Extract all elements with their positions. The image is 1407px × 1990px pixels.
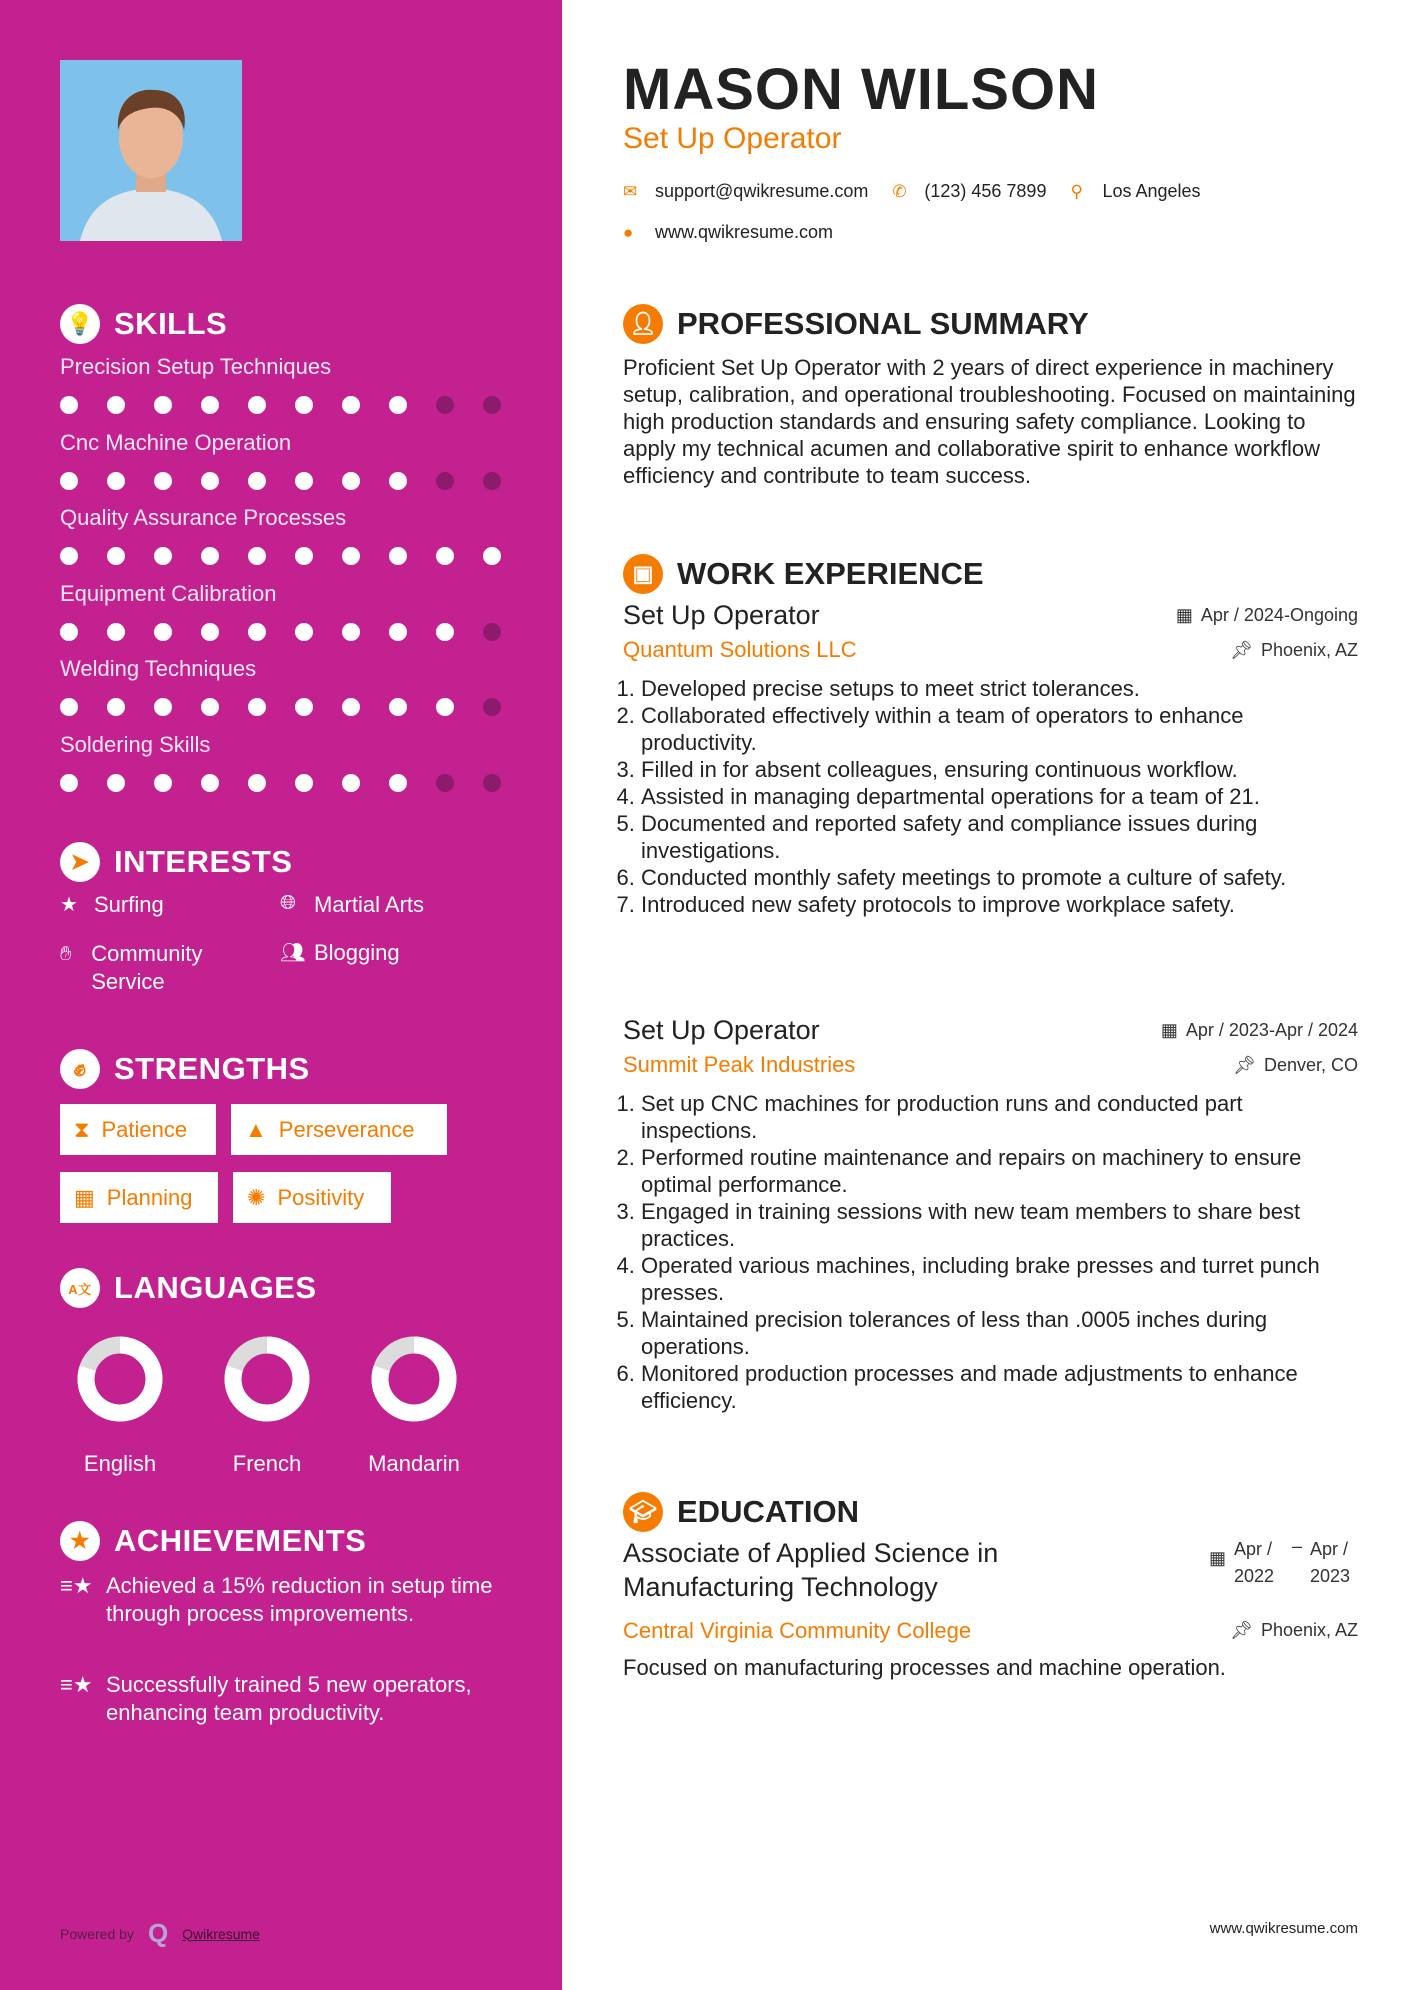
- sun-icon: ✺: [247, 1184, 266, 1210]
- job-position: Set Up Operator: [623, 600, 820, 630]
- pushpin-icon: 📌︎: [1233, 1054, 1256, 1075]
- rating-dot-filled: [436, 547, 454, 565]
- job-bullet: 5. Documented and reported safety and compliance issues during investigations.: [641, 810, 1358, 864]
- rating-dot-filled: [201, 396, 219, 414]
- job-bullet: 4. Assisted in managing departmental operations for a team of 21.: [641, 783, 1358, 810]
- strengths-heading: ✊︎ STRENGTHS: [60, 1049, 310, 1089]
- star-icon: ≡★: [60, 1573, 93, 1598]
- skill-item: [60, 505, 501, 581]
- skill-item: [60, 732, 501, 808]
- strength-perseverance: ▲ Perseverance: [231, 1104, 447, 1155]
- job-bullet: 3. Engaged in training sessions with new team members to share best practices.: [641, 1198, 1358, 1252]
- calendar-icon: ▦: [1175, 605, 1193, 625]
- fist-icon: ✊︎: [60, 1049, 100, 1089]
- rating-dot-filled: [60, 774, 78, 792]
- star-icon: ★: [60, 894, 78, 916]
- experience-heading: ▣ WORK EXPERIENCE: [623, 554, 1358, 594]
- star-icon: ≡★: [60, 1672, 93, 1697]
- rating-dot-filled: [389, 396, 407, 414]
- rating-dot-empty: [483, 623, 501, 641]
- rating-dot-filled: [342, 774, 360, 792]
- rating-dot-filled: [201, 472, 219, 490]
- rating-dot-filled: [248, 396, 266, 414]
- rating-dot-filled: [60, 623, 78, 641]
- sidebar: [0, 0, 562, 1990]
- skill-name: Quality Assurance Processes: [60, 505, 347, 530]
- rating-dot-filled: [107, 547, 125, 565]
- rating-dot-filled: [154, 698, 172, 716]
- rating-dot-filled: [201, 547, 219, 565]
- profile-photo: [60, 60, 242, 241]
- skill-rating: [60, 698, 501, 716]
- language-donut: [60, 1334, 180, 1424]
- rating-dot-filled: [60, 698, 78, 716]
- strength-patience: ⧗ Patience: [60, 1104, 216, 1155]
- rating-dot-filled: [295, 774, 313, 792]
- calendar-icon: ▦: [1160, 1020, 1178, 1040]
- job-bullet: 2. Performed routine maintenance and repairs on machinery to ensure optimal performance.: [641, 1144, 1358, 1198]
- translate-icon: A文: [60, 1268, 100, 1308]
- user-icon: 👤︎: [623, 304, 663, 344]
- rating-dot-filled: [107, 396, 125, 414]
- job-location: 📌︎ Phoenix, AZ: [1230, 639, 1358, 660]
- job-bullet: 7. Introduced new safety protocols to improve workplace safety.: [641, 891, 1358, 918]
- rating-dot-empty: [483, 396, 501, 414]
- skill-item: [60, 656, 501, 732]
- pushpin-icon: 📌︎: [1230, 1620, 1253, 1640]
- strength-positivity: ✺ Positivity: [233, 1172, 391, 1223]
- skill-name: Equipment Calibration: [60, 580, 277, 606]
- skill-item: [60, 430, 501, 506]
- phone: (123) 456 7899: [924, 181, 1047, 201]
- achievement-item: ≡★ Achieved a 15% reduction in setup time through process improvements.: [60, 1573, 493, 1626]
- rating-dot-filled: [154, 547, 172, 565]
- rating-dot-empty: [436, 472, 454, 490]
- rating-dot-filled: [60, 472, 78, 490]
- rating-dot-filled: [154, 623, 172, 641]
- company-name: Summit Peak Industries: [623, 1052, 856, 1077]
- rating-dot-filled: [342, 547, 360, 565]
- globe-icon: 🌐︎: [280, 892, 296, 914]
- job-bullet: 6. Conducted monthly safety meetings to promote a culture of safety.: [641, 864, 1358, 891]
- rating-dot-filled: [295, 547, 313, 565]
- interests-heading: ➤ INTERESTS: [60, 842, 292, 882]
- phone-icon: ✆: [892, 181, 907, 201]
- interest-surfing: ★ Surfing: [60, 892, 164, 917]
- envelope-icon: ✉: [623, 181, 638, 201]
- job-bullet: 1. Developed precise setups to meet strict tolerances.: [641, 675, 1358, 702]
- skill-name: Precision Setup Techniques: [60, 354, 332, 379]
- rating-dot-filled: [436, 698, 454, 716]
- rating-dot-filled: [295, 396, 313, 414]
- strength-planning: ▦ Planning: [60, 1172, 218, 1223]
- degree: Associate of Applied Science in Manufacturing Technology: [623, 1538, 999, 1602]
- pushpin-icon: 📌︎: [1230, 639, 1253, 660]
- rating-dot-filled: [60, 547, 78, 565]
- job-dates: ▦ Apr / 2024-Ongoing: [1175, 605, 1358, 625]
- rating-dot-filled: [154, 396, 172, 414]
- rating-dot-filled: [389, 623, 407, 641]
- job-bullet: 2. Collaborated effectively within a team of operators to enhance productivity.: [641, 702, 1358, 756]
- map-pin-icon: ⚲: [1070, 181, 1083, 201]
- date-separator: –: [1291, 1536, 1302, 1556]
- hourglass-icon: ⧗: [74, 1116, 90, 1142]
- skill-rating: [60, 472, 501, 490]
- languages-heading: A文 LANGUAGES: [60, 1268, 317, 1308]
- skills-list: [60, 354, 501, 807]
- rating-dot-filled: [248, 547, 266, 565]
- hand-icon: ✋︎: [60, 943, 72, 965]
- rating-dot-filled: [201, 698, 219, 716]
- qwikresume-logo-icon: Q: [147, 1918, 169, 1948]
- job-title: Set Up Operator: [623, 122, 842, 155]
- job-bullets: [623, 675, 1358, 918]
- rating-dot-filled: [248, 623, 266, 641]
- job-location: 📌︎ Denver, CO: [1233, 1054, 1358, 1075]
- interest-community-service: ✋︎ Community Service: [60, 941, 203, 994]
- website-row: [623, 222, 1358, 243]
- rating-dot-filled: [201, 774, 219, 792]
- skill-rating: [60, 774, 501, 792]
- rating-dot-filled: [389, 698, 407, 716]
- footer-website[interactable]: www.qwikresume.com: [1209, 1920, 1358, 1937]
- rating-dot-empty: [483, 774, 501, 792]
- skill-rating: [60, 396, 501, 414]
- language-name: French: [232, 1451, 302, 1476]
- rating-dot-filled: [342, 472, 360, 490]
- job-entry: [623, 1015, 1358, 1414]
- rating-dot-filled: [107, 472, 125, 490]
- language-item: [354, 1334, 474, 1477]
- rating-dot-filled: [154, 774, 172, 792]
- qwikresume-link[interactable]: Qwikresume: [182, 1925, 260, 1942]
- globe-icon: ●: [623, 222, 634, 242]
- interest-martial-arts: 🌐︎ Martial Arts: [280, 892, 425, 917]
- contact-row: [623, 181, 1358, 202]
- calendar-icon: ▦: [1208, 1548, 1226, 1568]
- location: Los Angeles: [1102, 181, 1201, 201]
- achievement-star-icon: ★: [60, 1521, 100, 1561]
- rating-dot-filled: [295, 472, 313, 490]
- paper-plane-icon: ➤: [60, 842, 100, 882]
- rating-dot-empty: [483, 472, 501, 490]
- skill-item: [60, 581, 501, 657]
- language-donut: [354, 1334, 474, 1424]
- education-dates: ▦ Apr / 2022 – Apr / 2023: [1208, 1536, 1351, 1586]
- rating-dot-empty: [483, 698, 501, 716]
- job-entry: [623, 600, 1358, 918]
- email[interactable]: support@qwikresume.com: [655, 181, 869, 201]
- rating-dot-filled: [107, 774, 125, 792]
- skill-name: Welding Techniques: [60, 656, 257, 681]
- rating-dot-filled: [248, 774, 266, 792]
- rating-dot-filled: [60, 396, 78, 414]
- skill-name: Soldering Skills: [60, 731, 211, 757]
- language-item: [207, 1334, 327, 1477]
- rating-dot-filled: [342, 623, 360, 641]
- job-bullets: [623, 1090, 1358, 1414]
- rating-dot-empty: [436, 774, 454, 792]
- rating-dot-filled: [295, 623, 313, 641]
- rating-dot-filled: [436, 623, 454, 641]
- briefcase-icon: ▣: [623, 554, 663, 594]
- summary-heading: 👤︎ PROFESSIONAL SUMMARY: [623, 304, 1358, 344]
- lightbulb-icon: 💡: [60, 304, 100, 344]
- rating-dot-filled: [295, 698, 313, 716]
- job-bullet: 6. Monitored production processes and made adjustments to enhance efficiency.: [641, 1360, 1358, 1414]
- achievement-item: ≡★ Successfully trained 5 new operators, enhancing team productivity.: [60, 1672, 472, 1725]
- achievements-heading: ★ ACHIEVEMENTS: [60, 1521, 366, 1561]
- language-item: [60, 1334, 180, 1477]
- rating-dot-filled: [389, 774, 407, 792]
- skill-item: [60, 354, 501, 430]
- rating-dot-filled: [248, 698, 266, 716]
- rating-dot-filled: [201, 623, 219, 641]
- language-name: Mandarin: [368, 1451, 460, 1476]
- job-bullet: 5. Maintained precision tolerances of less than .0005 inches during operations.: [641, 1306, 1358, 1360]
- job-position: Set Up Operator: [623, 1015, 820, 1045]
- rating-dot-filled: [483, 547, 501, 565]
- school: Central Virginia Community College: [623, 1618, 972, 1643]
- education-heading: 🎓︎ EDUCATION: [623, 1492, 1358, 1532]
- language-donut: [207, 1334, 327, 1424]
- rating-dot-filled: [389, 547, 407, 565]
- rating-dot-filled: [248, 472, 266, 490]
- powered-by: Powered by Q Qwikresume: [60, 1918, 260, 1948]
- rating-dot-filled: [342, 698, 360, 716]
- job-bullet: 4. Operated various machines, including brake presses and turret punch presses.: [641, 1252, 1358, 1306]
- rating-dot-filled: [154, 472, 172, 490]
- skill-rating: [60, 547, 501, 565]
- graduate-icon: 🎓︎: [623, 1492, 663, 1532]
- language-name: English: [83, 1451, 157, 1476]
- company-name: Quantum Solutions LLC: [623, 637, 857, 662]
- skill-rating: [60, 623, 501, 641]
- education-description: Focused on manufacturing processes and machine operation.: [623, 1655, 1226, 1680]
- road-icon: ▲: [245, 1116, 267, 1142]
- rating-dot-empty: [436, 396, 454, 414]
- website[interactable]: www.qwikresume.com: [655, 222, 834, 242]
- calendar-icon: ▦: [74, 1184, 95, 1210]
- candidate-name: MASON WILSON: [623, 57, 1099, 122]
- interest-blogging: 👥︎ Blogging: [280, 940, 400, 965]
- education-location: 📌︎ Phoenix, AZ: [1230, 1620, 1358, 1640]
- rating-dot-filled: [342, 396, 360, 414]
- job-bullet: 3. Filled in for absent colleagues, ensuring continuous workflow.: [641, 756, 1358, 783]
- skills-heading: 💡 SKILLS: [60, 304, 227, 344]
- job-bullet: 1. Set up CNC machines for production runs and conducted part inspections.: [641, 1090, 1358, 1144]
- summary-text: Proficient Set Up Operator with 2 years of direct experience in machinery setup, calibration, and operational troubleshooting. Focused on maintaining high production standards and ensuring safety compliance. Looking to apply my technical acumen and collaborative spirit to enhance workflow efficiency and contribute to team success.: [623, 355, 1356, 488]
- skill-name: Cnc Machine Operation: [60, 429, 292, 455]
- job-dates: ▦ Apr / 2023-Apr / 2024: [1160, 1020, 1358, 1040]
- rating-dot-filled: [389, 472, 407, 490]
- rating-dot-filled: [107, 698, 125, 716]
- users-icon: 👥︎: [280, 942, 306, 964]
- rating-dot-filled: [107, 623, 125, 641]
